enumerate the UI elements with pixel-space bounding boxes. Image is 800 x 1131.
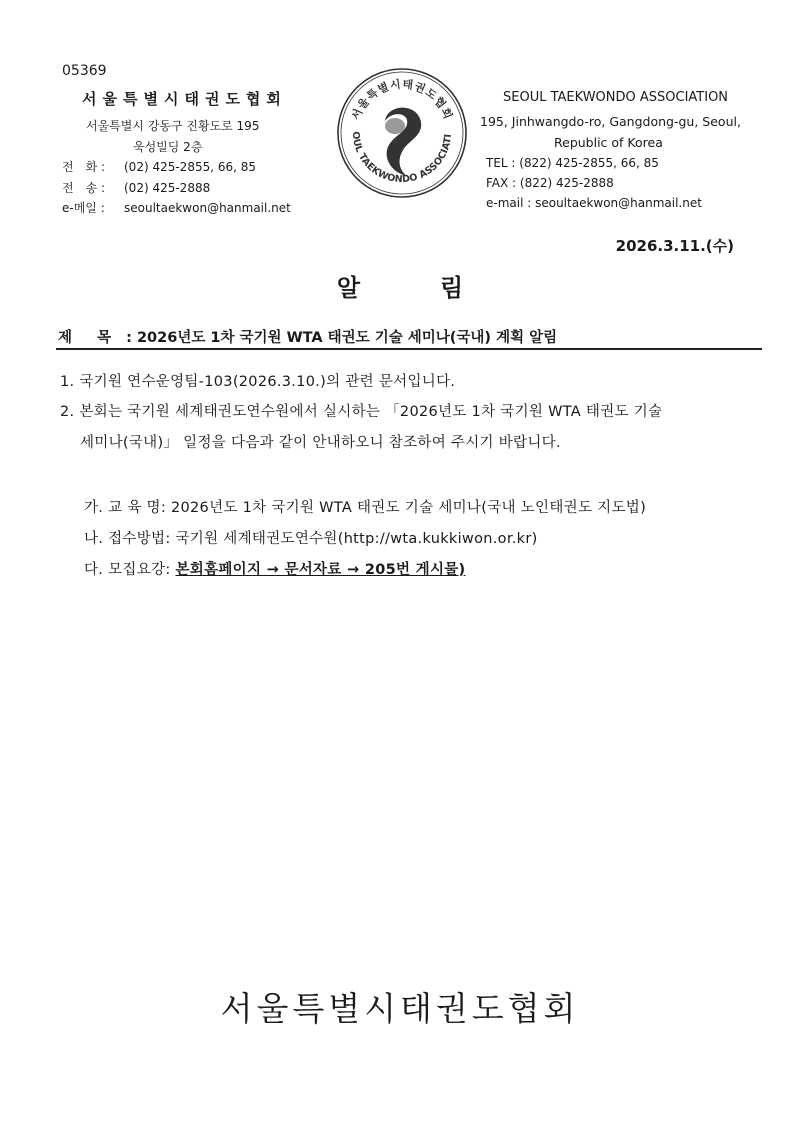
paragraph-1: 1. 국기원 연수운영팀-103(2026.3.10.)의 관련 문서입니다.: [60, 374, 456, 390]
address-en-line1: 195, Jinhwangdo-ro, Gangdong-gu, Seoul,: [480, 114, 741, 129]
tel-ko-value: (02) 425-2855, 66, 85: [124, 160, 257, 174]
subject-divider: [56, 348, 762, 350]
document-date: 2026.3.11.(수): [615, 237, 734, 255]
title-part2: 림: [440, 274, 464, 302]
item-da-value: 본회홈페이지 → 문서자료 → 205번 게시물): [175, 562, 466, 578]
fax-ko-row: [62, 179, 210, 196]
address-en-line2: Republic of Korea: [554, 135, 663, 150]
item-ga-label: 가. 교 육 명:: [84, 500, 171, 516]
paragraph-2-line1: 2. 본회는 국기원 세계태권도연수원에서 실시하는 「2026년도 1차 국기원 WTA 태권도 기술: [60, 404, 663, 420]
subject-line: [58, 326, 557, 347]
seal-text-en: OUL TAEKWONDO ASSOCIATI: [349, 131, 455, 186]
org-name-en: SEOUL TAEKWONDO ASSOCIATION: [503, 90, 729, 105]
email-ko-value: seoultaekwon@hanmail.net: [124, 201, 291, 215]
paragraph-2-line2: 세미나(국내)」 일정을 다음과 같이 안내하오니 참조하여 주시기 바랍니다.: [80, 435, 561, 451]
email-ko-row: [62, 199, 291, 216]
subject-label: 제 목: [58, 330, 122, 346]
tel-ko-row: [62, 158, 256, 175]
org-name-ko: 서울특별시태권도협회: [82, 90, 287, 108]
postal-code: 05369: [62, 63, 107, 79]
fax-ko-value: (02) 425-2888: [124, 181, 211, 195]
tel-ko-label: 전 화 :: [62, 160, 106, 174]
document-title: [0, 268, 800, 303]
subject-text: 2026년도 1차 국기원 WTA 태권도 기술 세미나(국내) 계획 알림: [136, 330, 558, 346]
svg-text:서울특별시태권도협회: [348, 77, 456, 122]
association-seal: [335, 66, 469, 200]
email-en: e-mail : seoultaekwon@hanmail.net: [486, 196, 702, 210]
footer-org-name: 서울특별시태권도협회: [220, 989, 580, 1028]
item-na-label: 나. 접수방법:: [84, 531, 176, 547]
address-ko-line1: 서울특별시 강동구 진황도로 195: [86, 119, 260, 133]
title-part1: 알: [336, 274, 360, 302]
item-na-value: 국기원 세계태권도연수원(http://wta.kukkiwon.or.kr): [175, 531, 538, 547]
subject-colon: :: [121, 330, 137, 346]
seal-text-ko: 서울특별시태권도협회: [349, 77, 455, 122]
tel-en: TEL : (822) 425-2855, 66, 85: [486, 156, 659, 170]
item-da: [84, 558, 465, 579]
address-ko-line2: 욱성빌딩 2층: [133, 140, 203, 154]
fax-en: FAX : (822) 425-2888: [486, 176, 614, 190]
fax-ko-label: 전 송 :: [62, 181, 106, 195]
email-ko-label: e-메일 :: [62, 201, 105, 215]
item-ga-value: 2026년도 1차 국기원 WTA 태권도 기술 세미나(국내 노인태권도 지도법): [170, 500, 647, 516]
item-da-label: 다. 모집요강:: [84, 562, 176, 578]
seal-emblem-icon: [335, 66, 469, 200]
item-na: [84, 527, 538, 548]
item-ga: [84, 496, 646, 517]
